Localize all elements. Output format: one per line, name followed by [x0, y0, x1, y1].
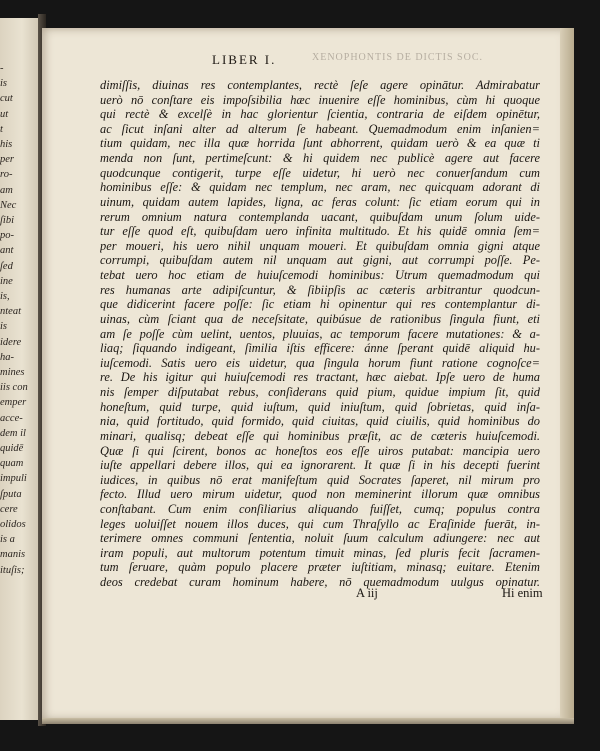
text-line: iuſcemodi. Satis uero eis uidetur, qua ſingula horum fiunt ratione cognoſce= [100, 355, 540, 370]
text-line: que didicerint facere poſſe: ſic etiam hi opinentur qui res contemplantur di- [100, 297, 540, 312]
text-line: tur eſſe quod eſt, quibuſdam uero infinita multitudo. Et his quidē omnia ſem= [100, 224, 540, 239]
text-line: dimiſſis, diuinas res contemplantes, rectè ſeſe agere opinātur. Admirabatur [100, 78, 540, 92]
text-line: corrumpi, quibuſdam autem nil unquam aut gigni, aut corrumpi poſſe. Pe- [100, 253, 540, 268]
left-page-fragment: am [0, 184, 13, 196]
left-page-fragment: ituſis; [0, 564, 25, 576]
text-line: nis ſemper diſputabat rebus, conſiderans quid pium, quidue impium ſit, quid [100, 385, 540, 400]
left-page-fragment: - [0, 63, 4, 74]
left-page-fragment: is, [0, 291, 10, 302]
left-page-fragment: impuli [0, 473, 27, 485]
text-line: terimere omnes communi ſententia, noluit ſuum calculum adiungere: nec aut [100, 531, 540, 546]
left-page-fragment: cut [0, 93, 13, 105]
left-page-fragment: is a [0, 534, 15, 546]
text-line: iuſte appellari debere illos, qui ea ignorarent. It quæ ſi in his decepti fuerint [100, 458, 540, 473]
left-page-fragment: mines [0, 367, 25, 378]
signature-mark: A iij [356, 586, 378, 600]
text-line: uerò nō conſtare eis impoſsibilia hæc inuenire eſſe hominibus, cùm hi quoque [100, 92, 540, 107]
text-line: leges uoluiſſet nouem illos duces, qui cum Thraſyllo ac Eraſinide fuerāt, in- [100, 516, 540, 531]
running-head: LIBER I. [212, 52, 277, 67]
left-page-fragment: po- [0, 230, 14, 242]
left-page-fragment: is [0, 78, 8, 90]
page-bottom-edge [42, 718, 574, 724]
left-page-fragment: ſed [0, 260, 13, 272]
left-page-fragment: cere [0, 503, 18, 515]
left-page-fragment: ro- [0, 169, 13, 181]
text-line: iram populi, aut multorum potentum timuit minas, ſed pluris fecit ſacramen- [100, 545, 540, 560]
left-page-fragment: olidos [0, 519, 26, 530]
text-line: re. De his igitur qui huiuſcemodi res tractant, hæc aiebat. Ipſe uero de huma [100, 370, 540, 385]
text-line: iudices, in quibus nō erat manifeſtum quid Socrates ſaperet, nil mirum pro [100, 472, 540, 487]
left-page-fragment: manis [0, 549, 26, 561]
text-line: nia, quid fortitudo, quid formido, quid ciuitas, quid ciuilis, quid hominibus do [100, 414, 540, 429]
left-page-fragment: quam [0, 458, 24, 470]
text-line: conſtabant. Cum enim conſiliarius aliquando fuiſſet, cumq; populus contra [100, 501, 540, 516]
previous-page-edge [0, 18, 40, 720]
left-page-fragment: ſputa [0, 488, 22, 500]
text-line: ac ſicut inſani alter ad alterum ſe habeant. Quemadmodum enim inſanien= [100, 121, 540, 136]
text-line: per moueri, his uero nihil unquam moueri. Et quibuſdam omnia gigni atque [100, 238, 540, 253]
left-page-fragment: ſibi [0, 215, 15, 226]
text-line: deos credebat curam hominum habere, nō quemadmodum uulgus opinatur. [100, 575, 540, 590]
text-line: minari, qualisq; debeat eſſe qui hominibus præſit, ac de cæteris huiuſcemodi. [100, 428, 540, 443]
text-line: uinas, cùm ſciant qua de neceſsitate, quibúsue de rationibus ſingula fiunt, eti [100, 311, 540, 326]
text-line: liaq; ſiquando indigeant, ſimilia iſtis efficere: ánne ſperant quidē aliquid hu- [100, 341, 540, 356]
left-page-fragment: acce- [0, 412, 23, 424]
left-page-fragment: his [0, 139, 13, 150]
catchword: Hi enim [502, 586, 543, 600]
left-page-fragment: Nec [0, 199, 17, 211]
text-line: honeſtum, quid turpe, quid iuſtum, quid iniuſtum, quid ſobrietas, quid inſa- [100, 399, 540, 414]
left-page-fragment: ut [0, 108, 9, 120]
text-line: fecto. Illud uero mirum uidetur, quod non meminerint illorum quæ omnibus [100, 487, 540, 502]
left-page-fragment: is [0, 321, 8, 333]
left-page-fragment: idere [0, 336, 22, 348]
left-page-fragment: t [0, 123, 3, 135]
text-line: Quæ ſi qui ſcirent, bonos ac honeſtos eos eſſe uiros putabat: mancipia uero [100, 443, 540, 458]
text-line: tum ſeruare, quàm populo placere præter iuſtitiam, minasq; euitare. Etenim [100, 560, 540, 575]
left-page-fragment: nteat [0, 306, 21, 318]
left-page-fragment: emper [0, 397, 27, 409]
text-line: menda non ſunt, pertimeſcunt: & hi quidem nec publicè agere aut facere [100, 151, 540, 166]
left-page-fragment: ine [0, 275, 13, 287]
bleed-through-heading: XENOPHONTIS DE DICTIS SOC. [312, 52, 484, 63]
text-line: hominibus eſſe: & quidam nec templum, nec aram, nec quicquam adorant di [100, 180, 540, 195]
left-page-fragment: quidē [0, 443, 24, 454]
text-line: am ſe poſſe cùm uelint, uentos, pluuias, ac temporum facere mutationes: & a- [100, 326, 540, 341]
text-line: res humanas arte adipiſcuntur, & ſibiipſis ac cæteris arbitrantur quodcun- [100, 282, 540, 297]
text-line: tebat uero hoc etiam de huiuſcemodi hominibus: Utrum quemadmodum qui [100, 268, 540, 283]
left-page-fragment: ant [0, 245, 14, 257]
page-fore-edge [560, 28, 574, 720]
left-page-fragment: iis con [0, 382, 28, 394]
left-page-fragment: dem il [0, 427, 26, 439]
text-line: tium quidam, nec illa quæ horrida ſunt abhorrent, quidam uerò & ea quæ ti [100, 136, 540, 151]
text-line: rerum omnium natura contemplanda uacant, quibuſdam unum ſolum uide- [100, 209, 540, 224]
text-line: qui rectè & excelſè in hac glorientur ſcientia, contraria de eiſdem opinētur, [100, 107, 540, 122]
left-page-fragment: ha- [0, 351, 14, 363]
text-line: quodcunque contigerit, turpe eſſe uidetur, hi uerò nec conuerſandum cum [100, 165, 540, 180]
text-line: uinum, quidam autem lapides, ligna, ac feras colunt: ſic etiam eorum qui in [100, 194, 540, 209]
left-page-fragment: per [0, 154, 14, 166]
